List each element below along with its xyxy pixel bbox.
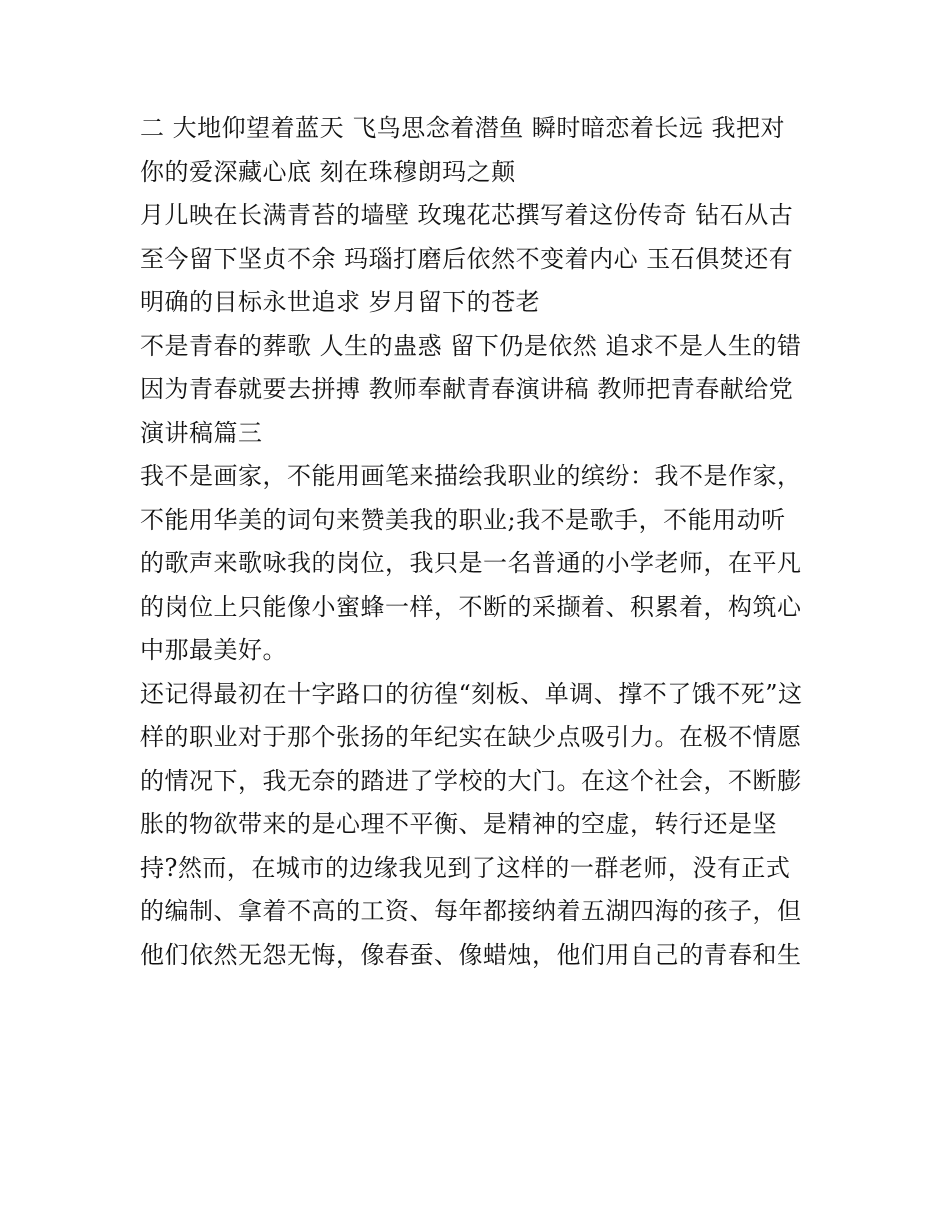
text-line: 的歌声来歌咏我的岗位，我只是一名普通的小学老师，在平凡 <box>140 549 802 577</box>
text-line: 持?然而，在城市的边缘我见到了这样的一群老师，没有正式 <box>140 853 791 882</box>
text-line: 的情况下，我无奈的踏进了学校的大门。在这个社会，不断膨 <box>140 766 802 795</box>
text-line: 中那最美好。 <box>140 636 287 664</box>
text-line: 还记得最初在十字路口的彷徨“刻板、单调、撑不了饿不死”这 <box>140 679 803 708</box>
text-line: 演讲稿篇三 <box>140 418 263 447</box>
text-line: 的岗位上只能像小蜜蜂一样，不断的采撷着、积累着，构筑心 <box>140 592 802 621</box>
text-line: 因为青春就要去拼搏 教师奉献青春演讲稿 教师把青春献给党 <box>140 375 794 403</box>
text-line: 二 大地仰望着蓝天 飞鸟思念着潜鱼 瞬时暗恋着长远 我把对 <box>140 114 786 142</box>
text-line: 至今留下坚贞不余 玛瑙打磨后依然不变着内心 玉石俱焚还有 <box>140 244 794 273</box>
text-line: 不是青春的葬歌 人生的蛊惑 留下仍是依然 追求不是人生的错 <box>140 331 802 360</box>
text-line: 我不是画家，不能用画笔来描绘我职业的缤纷：我不是作家， <box>140 462 802 490</box>
text-line: 样的职业对于那个张扬的年纪实在缺少点吸引力。在极不情愿 <box>140 723 802 751</box>
text-line: 月儿映在长满青苔的墙壁 玫瑰花芯撰写着这份传奇 钻石从古 <box>140 201 794 229</box>
text-line: 的编制、拿着不高的工资、每年都接纳着五湖四海的孩子，但 <box>140 897 802 925</box>
text-line: 胀的物欲带来的是心理不平衡、是精神的空虚，转行还是坚 <box>140 810 777 838</box>
text-line: 明确的目标永世追求 岁月留下的苍老 <box>140 288 541 316</box>
document-page <box>140 107 820 977</box>
text-line: 他们依然无怨无悔，像春蚕、像蜡烛，他们用自己的青春和生 <box>140 940 802 969</box>
text-line: 你的爱深藏心底 刻在珠穆朗玛之颠 <box>140 157 516 186</box>
text-line: 不能用华美的词句来赞美我的职业;我不是歌手，不能用动听 <box>140 505 786 534</box>
